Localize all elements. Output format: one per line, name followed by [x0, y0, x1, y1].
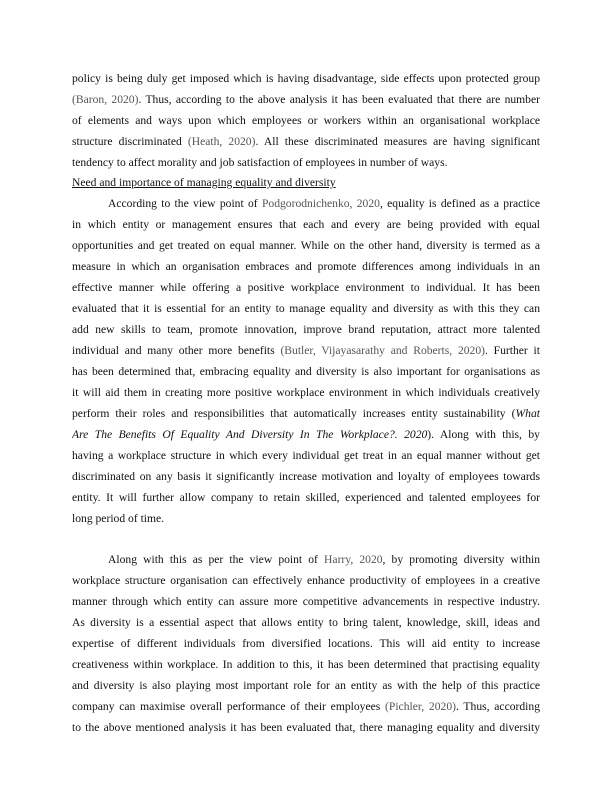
para1-line: [72, 156, 540, 170]
text-run: having a workplace structure in which every individual get treat in an equal manner without get: [72, 449, 540, 462]
para2-line: [72, 449, 540, 463]
citation: Harry, 2020: [324, 553, 383, 566]
italic-citation: Are The Benefits Of Equality And Diversity In The Workplace?. 2020: [72, 428, 428, 441]
text-run: in which entity or management ensures that each and every are being provided with equal: [72, 218, 540, 231]
text-run: has been determined that, embracing equality and diversity is also important for organisations as: [72, 365, 540, 378]
citation: (Pichler, 2020): [385, 700, 456, 713]
citation: Podgorodnichenko, 2020: [261, 197, 380, 210]
para2-line: [72, 260, 540, 274]
para3-line: [72, 721, 540, 735]
para2-line: [72, 344, 540, 358]
para2-line: [72, 281, 540, 295]
italic-citation: What: [515, 407, 540, 420]
text-run: discriminated on any basis it significantly increase motivation and loyalty of employees towards: [72, 470, 540, 483]
text-run: policy is being duly get imposed which is having disadvantage, side effects upon protected group: [72, 72, 540, 85]
text-run: perform their roles and responsibilities that automatically increases entity sustainability (: [72, 407, 516, 420]
text-run: it will aid them in creating more positive workplace environment in which individuals creatively: [72, 386, 540, 399]
text-run: According to the view point of: [108, 197, 262, 210]
text-run: effective manner while offering a positive workplace environment to individual. It has been: [72, 281, 540, 294]
text-run: opportunities and get treated on equal manner. While on the other hand, diversity is termed as a: [72, 239, 540, 252]
section-heading: [72, 176, 540, 190]
para1-line: [72, 72, 540, 86]
text-run: . Thus, according to the above analysis it has been evaluated that there are number: [138, 93, 540, 106]
text-run: expertise of different individuals from diversified locations. This will aid entity to increase: [72, 637, 540, 650]
para1-line: [72, 114, 540, 128]
text-run: structure discriminated: [72, 135, 188, 148]
text-run: evaluated that it is essential for an entity to manage equality and diversity as with this they can: [72, 302, 540, 315]
citation: (Heath, 2020): [187, 135, 256, 148]
para2-line: [72, 302, 540, 316]
text-run: measure in which an organisation embraces and promote differences among individuals in an: [72, 260, 540, 273]
text-run: long period of time.: [72, 512, 165, 525]
text-run: add new skills to team, promote innovation, improve brand reputation, attract more talented: [72, 323, 540, 336]
text-run: As diversity is a essential aspect that allows entity to bring talent, knowledge, skill, ideas and: [72, 616, 540, 629]
text-run: and diversity is also playing most important role for an entity as with the help of this practice: [72, 679, 540, 692]
para3-line: [72, 679, 540, 693]
para2-line: [72, 239, 540, 253]
para3-line: [72, 574, 540, 588]
para2-line: [72, 365, 540, 379]
text-run: tendency to affect morality and job satisfaction of employees in number of ways.: [72, 156, 448, 169]
para3-line: [72, 616, 540, 630]
text-run: entity. It will further allow company to retain skilled, experienced and talented employees for: [72, 491, 540, 504]
para2-line: [72, 386, 540, 400]
text-run: . Thus, according: [455, 700, 540, 713]
text-run: , by promoting diversity within: [382, 553, 540, 566]
para2-line: [72, 323, 540, 337]
heading-text: Need and importance of managing equality and diversity: [72, 176, 336, 189]
text-run: individual and many other more benefits: [72, 344, 281, 357]
text-run: to the above mentioned analysis it has been evaluated that, there managing equality and diversity: [72, 721, 540, 734]
text-run: creativeness within workplace. In addition to this, it has been determined that practising equality: [72, 658, 540, 671]
text-run: Along with this as per the view point of: [108, 553, 325, 566]
text-run: , equality is defined as a practice: [379, 197, 540, 210]
para3-line: [72, 658, 540, 672]
para3-line: [108, 553, 540, 567]
citation: (Butler, Vijayasarathy and Roberts, 2020): [280, 344, 485, 357]
para3-line: [72, 595, 540, 609]
para2-line: [72, 491, 540, 505]
para1-line: [72, 135, 540, 149]
para2-line: [108, 197, 540, 211]
para2-line: [72, 407, 540, 421]
para1-line: [72, 93, 540, 107]
text-run: ). Along with this, by: [427, 428, 540, 441]
text-run: company can maximise overall performance of their employees: [72, 700, 386, 713]
para3-line: [72, 700, 540, 714]
para2-line: [72, 428, 540, 442]
para3-line: [72, 637, 540, 651]
text-run: . All these discriminated measures are having significant: [255, 135, 540, 148]
para2-line: [72, 218, 540, 232]
text-run: workplace structure organisation can effectively enhance productivity of employees in a creative: [72, 574, 540, 587]
citation: (Baron, 2020): [72, 93, 139, 106]
text-run: manner through which entity can assure more competitive advancements in respective industry.: [72, 595, 540, 608]
para2-line: [72, 512, 540, 526]
text-run: of elements and ways upon which employees or workers within an organisational workplace: [72, 114, 540, 127]
para2-line: [72, 470, 540, 484]
text-run: . Further it: [485, 344, 540, 357]
